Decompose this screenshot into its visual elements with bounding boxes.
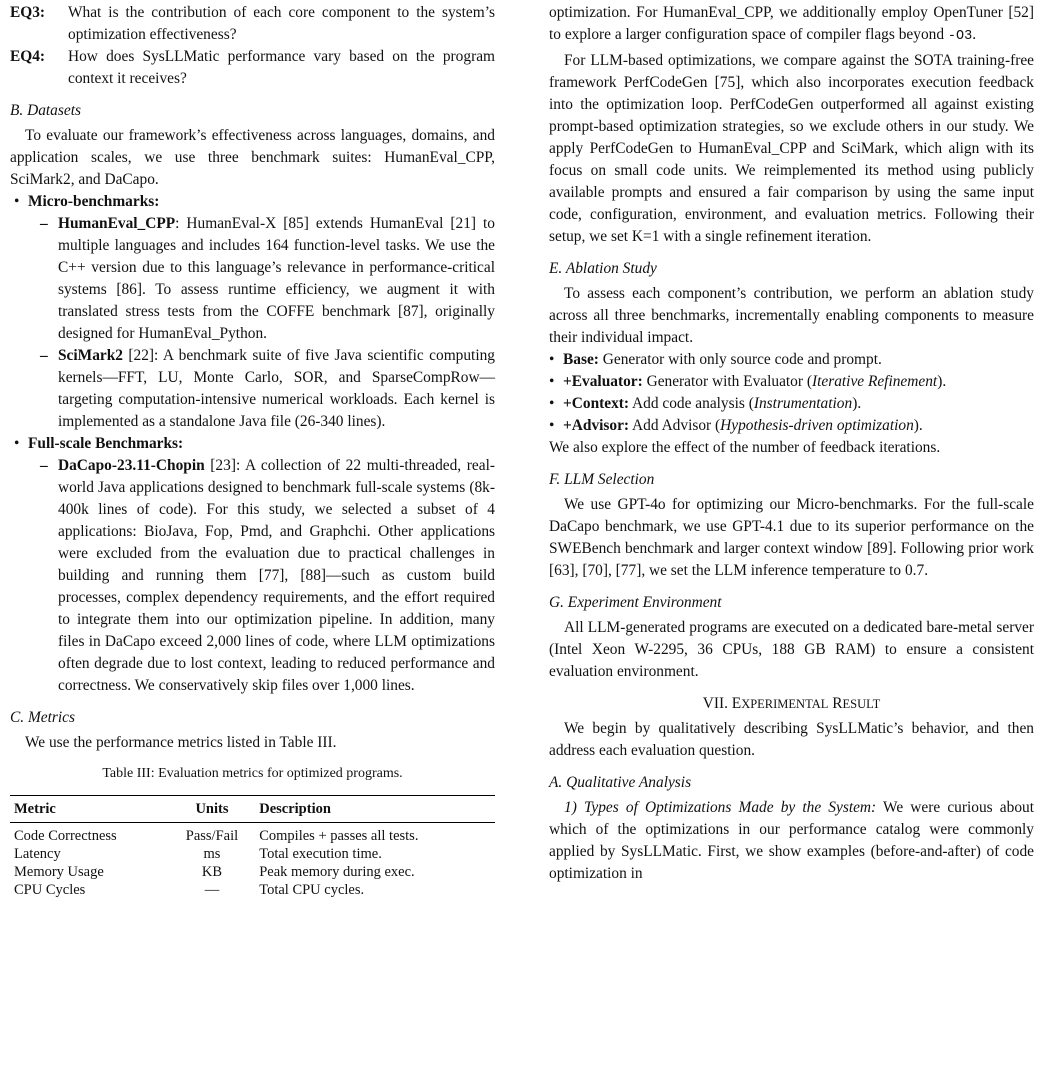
eq3-text: What is the contribution of each core component to the system’s optimization effectiveness? [68,4,495,43]
ablation-item-italic: Instrumentation [753,395,853,412]
table-header-metric: Metric [10,796,169,823]
ablation-end: We also explore the effect of the number of feedback iterations. [549,439,941,456]
datasets-intro: To evaluate our framework’s effectiveness across languages, domains, and application scales, we use three benchmark suites: HumanEval_CPP, SciMark2, and DaCapo. [10,127,495,188]
table-header-row [10,796,495,823]
table-caption: Table III: Evaluation metrics for optimized programs. [102,766,403,781]
ablation-item-end: ). [937,373,947,390]
ablation-item-label: Base: [563,351,599,368]
perfcodegen-paragraph: For LLM-based optimizations, we compare against the SOTA training-free framework PerfCodeGen [75], which also incorporates execution feedback into the optimization loop. PerfCodeGen outperformed all against existing prompt-based optimization strategies, so we exclude others in our study. We apply PerfCodeGen to HumanEval_CPP and SciMark, which align with its focus on small code units. We reimplemented its method using publicly available prompts and ensured a fair comparison by using the same input code, configuration, environment, and evaluation metrics. Following their setup, we set K=1 with a single refinement iteration. [549,52,1034,245]
section-7-part: R [828,695,843,712]
environment-text: All LLM-generated programs are executed on a dedicated bare-metal server (Intel Xeon W-2295, 36 CPUs, 188 GB RAM) to ensure a consistent evaluation environment. [549,619,1034,680]
metrics-table [10,795,495,899]
table-header-units: Units [169,796,256,823]
baseline-text: optimization. For HumanEval_CPP, we additionally employ OpenTuner [52] to explore a larger configuration space of compiler flags beyond [549,4,1034,43]
table-row [10,881,495,899]
table-cell: Pass/Fail [185,828,239,844]
table-row [10,863,495,881]
section-7-heading [549,693,1034,715]
llm-selection-text: We use GPT-4o for optimizing our Micro-benchmarks. For the full-scale DaCapo benchmark, we use GPT-4.1 due to its superior performance on the SWEBench benchmark and larger context window [89]. Following prior work [63], [70], [77], we set the LLM inference temperature to 0.7. [549,496,1034,579]
ablation-item-label: +Context: [563,395,630,412]
baseline-paragraph-end [549,2,1034,48]
section-7-part: XPERIMENTAL [741,697,829,711]
humaneval-item [40,213,495,345]
table-cell: ms [203,846,221,862]
eq3-label: EQ3: [10,4,46,21]
table-cell: Total execution time. [259,846,382,862]
ablation-item-italic: Hypothesis-driven optimization [720,417,914,434]
dacapo-item [40,455,495,697]
ablation-item-context [549,393,1034,415]
baseline-period: . [972,26,977,43]
eq3-item [10,2,495,46]
scimark-name: SciMark2 [58,347,123,364]
ablation-item-text: Generator with Evaluator ( [642,373,812,390]
metrics-intro: We use the performance metrics listed in Table III. [25,734,337,751]
full-scale-label: Full-scale Benchmarks: [28,435,184,452]
left-column [10,0,495,899]
ablation-item-text: Add code analysis ( [629,395,754,412]
table-cell: Compiles + passes all tests. [259,828,419,844]
optimization-types-paragraph [549,797,1034,885]
scimark-text: [22]: A benchmark suite of five Java scientific computing kernels—FFT, LU, Monte Carlo, SOR, and SparseCompRow—targeting computation-intensive numerical workloads. Each kernel is implemented as a standalone Java file (26-340 lines). [58,347,495,430]
micro-benchmarks-item [14,191,495,433]
humaneval-text: : HumanEval-X [85] extends HumanEval [21] to multiple languages and includes 164 function-level tasks. We use the C++ version due to this language’s relevance in performance-critical systems [86]. To assess runtime efficiency, we augment it with translated stress tests from the COFFE benchmark [87], originally designed for HumanEval_Python. [58,215,495,342]
ablation-item-text: Generator with only source code and prompt. [598,351,882,368]
ablation-item-evaluator [549,371,1034,393]
section-b-heading: B. Datasets [10,102,81,119]
table-cell: Peak memory during exec. [259,864,415,880]
scimark-item [40,345,495,433]
ablation-item-label: +Advisor: [563,417,630,434]
optimization-types-text: We were curious about which of the optimizations in our performance catalog were commonly applied by SysLLMatic. First, we show examples (before-and-after) of code optimization in [549,799,1034,882]
eq4-item [10,46,495,90]
ablation-item-end: ). [852,395,862,412]
micro-benchmarks-label: Micro-benchmarks: [28,193,160,210]
table-cell: KB [201,864,223,880]
section-a-heading: A. Qualitative Analysis [549,774,692,791]
section-7-part: ESULT [842,697,881,711]
o3-flag: -O3 [947,29,973,44]
full-scale-sublist [28,455,495,697]
eq4-text: How does SysLLMatic performance vary based on the program context it receives? [68,48,495,87]
ablation-item-text: Add Advisor ( [629,417,721,434]
ablation-intro: To assess each component’s contribution, we perform an ablation study across all three benchmarks, incrementally enabling components to measure their individual impact. [549,285,1034,346]
ablation-item-advisor [549,415,1034,437]
section-7-part: VII. E [702,695,742,712]
table-cell: CPU Cycles [14,882,86,898]
humaneval-name: HumanEval_CPP [58,215,176,232]
section-g-heading: G. Experiment Environment [549,594,722,611]
table-row [10,823,495,846]
dacapo-text: [23]: A collection of 22 multi-threaded, real-world Java applications designed to benchmark full-scale systems (8k-400k lines of code). For this study, we selected a subset of 4 applications: BioJava, Fop, Pmd, and Graphchi. Other applications were excluded from the evaluation due to practical challenges in building and running them [77], [88]—such as custom build processes, complex dependency requirements, and the effort required to integrate them into our optimization pipeline. In addition, many files in DaCapo exceed 2,000 lines of code, where LLM optimizations often degrade due to lost context, leading to reduced performance and correctness. We conservatively skip files over 1,000 lines. [58,457,495,694]
ablation-item-base [549,349,1034,371]
eq4-label: EQ4: [10,48,46,65]
section-f-heading: F. LLM Selection [549,471,655,488]
optimization-types-title: 1) Types of Optimizations Made by the System: [564,799,877,816]
ablation-item-label: +Evaluator: [563,373,643,390]
table-cell: Memory Usage [14,864,104,880]
right-column [549,0,1034,885]
results-intro: We begin by qualitatively describing SysLLMatic’s behavior, and then address each evaluation question. [549,720,1034,759]
table-cell: Total CPU cycles. [259,882,365,898]
table-cell: Latency [14,846,61,862]
ablation-item-italic: Iterative Refinement [811,373,938,390]
table-cell: Code Correctness [14,828,117,844]
section-c-heading: C. Metrics [10,709,75,726]
section-e-heading: E. Ablation Study [549,260,657,277]
table-cell: — [204,882,220,898]
ablation-list [549,349,1034,437]
table-header-description: Description [255,796,495,823]
full-scale-item [14,433,495,697]
micro-benchmarks-sublist [28,213,495,433]
dacapo-name: DaCapo-23.11-Chopin [58,457,205,474]
benchmark-list [10,191,495,697]
ablation-item-end: ). [913,417,923,434]
table-row [10,845,495,863]
